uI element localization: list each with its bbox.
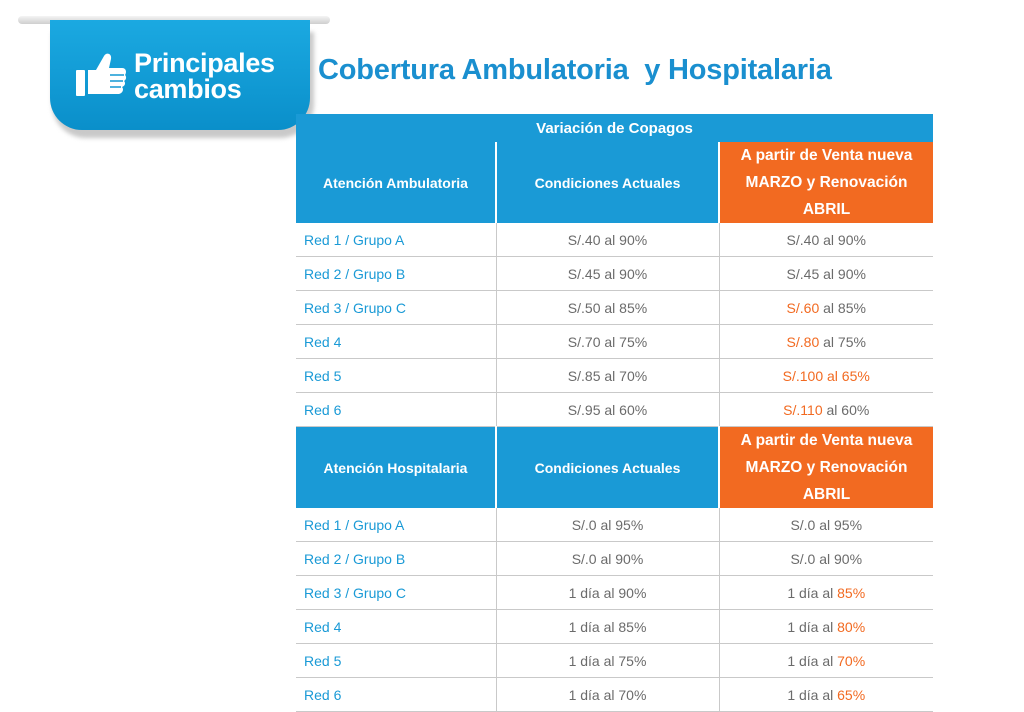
table-row xyxy=(296,610,933,644)
column-header-current: Condiciones Actuales xyxy=(496,142,719,223)
column-header-new xyxy=(719,427,933,509)
column-header-new xyxy=(719,142,933,223)
row-label: Red 2 / Grupo B xyxy=(296,257,496,291)
column-header-new-line: MARZO y Renovación xyxy=(745,459,908,476)
table-row xyxy=(296,508,933,542)
current-value: S/.0 al 95% xyxy=(496,508,719,542)
new-value xyxy=(719,257,933,291)
column-header-new-line: MARZO y Renovación xyxy=(745,174,908,191)
table-row xyxy=(296,576,933,610)
section-header-row xyxy=(296,427,933,509)
new-value xyxy=(719,576,933,610)
table-row xyxy=(296,325,933,359)
new-value-part: 65% xyxy=(837,686,866,703)
table-row xyxy=(296,291,933,325)
new-value-part: al 85% xyxy=(819,299,866,316)
row-label: Red 5 xyxy=(296,644,496,678)
new-value-part: al 60% xyxy=(822,401,870,418)
new-value-part: S/.60 xyxy=(786,299,820,316)
new-value-part: 80% xyxy=(837,618,866,635)
table-row xyxy=(296,542,933,576)
current-value: S/.70 al 75% xyxy=(496,325,719,359)
row-label: Red 6 xyxy=(296,393,496,427)
column-header-new-line: ABRIL xyxy=(802,486,851,503)
row-label: Red 4 xyxy=(296,325,496,359)
new-value xyxy=(719,508,933,542)
badge-title-line1: Principales xyxy=(134,48,275,78)
row-label: Red 1 / Grupo A xyxy=(296,508,496,542)
current-value: S/.0 al 90% xyxy=(496,542,719,576)
page-title: Cobertura Ambulatoria y Hospitalaria xyxy=(318,54,832,86)
table-row xyxy=(296,393,933,427)
section-header-row xyxy=(296,142,933,223)
table-main-header-row xyxy=(296,114,933,142)
new-value-part: 85% xyxy=(837,584,866,601)
new-value xyxy=(719,542,933,576)
new-value xyxy=(719,359,933,393)
row-label: Red 3 / Grupo C xyxy=(296,291,496,325)
table-row xyxy=(296,257,933,291)
row-label: Red 1 / Grupo A xyxy=(296,223,496,257)
new-value xyxy=(719,393,933,427)
new-value-part: 1 día al xyxy=(787,686,838,703)
current-value: S/.85 al 70% xyxy=(496,359,719,393)
badge-title-line2: cambios xyxy=(134,74,242,104)
new-value-part: S/.40 al 90% xyxy=(786,231,866,248)
row-label: Red 2 / Grupo B xyxy=(296,542,496,576)
new-value-part: S/.110 xyxy=(783,401,823,418)
column-header-new-line: A partir de Venta nueva xyxy=(740,147,913,164)
new-value-part: 70% xyxy=(837,652,866,669)
current-value: S/.50 al 85% xyxy=(496,291,719,325)
row-label: Red 6 xyxy=(296,678,496,712)
new-value-part: 1 día al xyxy=(787,652,838,669)
table-main-header: Variación de Copagos xyxy=(296,114,933,142)
column-header-attention: Atención Hospitalaria xyxy=(296,427,496,509)
new-value-part: S/.45 al 90% xyxy=(786,265,866,282)
column-header-new-line: A partir de Venta nueva xyxy=(740,432,913,449)
new-value-part: S/.100 al 65% xyxy=(782,367,870,384)
table-row xyxy=(296,644,933,678)
new-value xyxy=(719,610,933,644)
row-label: Red 5 xyxy=(296,359,496,393)
new-value-part: 1 día al xyxy=(787,618,838,635)
table-row xyxy=(296,223,933,257)
badge-title xyxy=(134,50,275,102)
new-value-part: S/.0 al 95% xyxy=(790,516,863,533)
row-label: Red 3 / Grupo C xyxy=(296,576,496,610)
current-value: S/.95 al 60% xyxy=(496,393,719,427)
copagos-table xyxy=(296,114,933,712)
new-value xyxy=(719,325,933,359)
current-value: 1 día al 70% xyxy=(496,678,719,712)
principales-cambios-badge xyxy=(14,14,332,126)
new-value xyxy=(719,223,933,257)
thumbs-up-icon xyxy=(74,50,128,100)
row-label: Red 4 xyxy=(296,610,496,644)
current-value: 1 día al 90% xyxy=(496,576,719,610)
new-value-part: S/.0 al 90% xyxy=(790,550,863,567)
current-value: 1 día al 85% xyxy=(496,610,719,644)
new-value xyxy=(719,644,933,678)
table-row xyxy=(296,359,933,393)
new-value-part: 1 día al xyxy=(787,584,838,601)
new-value-part: al 75% xyxy=(819,333,866,350)
current-value: S/.40 al 90% xyxy=(496,223,719,257)
current-value: 1 día al 75% xyxy=(496,644,719,678)
column-header-new-line: ABRIL xyxy=(802,201,851,218)
badge-body xyxy=(50,20,310,130)
column-header-current: Condiciones Actuales xyxy=(496,427,719,509)
column-header-attention: Atención Ambulatoria xyxy=(296,142,496,223)
current-value: S/.45 al 90% xyxy=(496,257,719,291)
new-value-part: S/.80 xyxy=(786,333,820,350)
new-value xyxy=(719,291,933,325)
